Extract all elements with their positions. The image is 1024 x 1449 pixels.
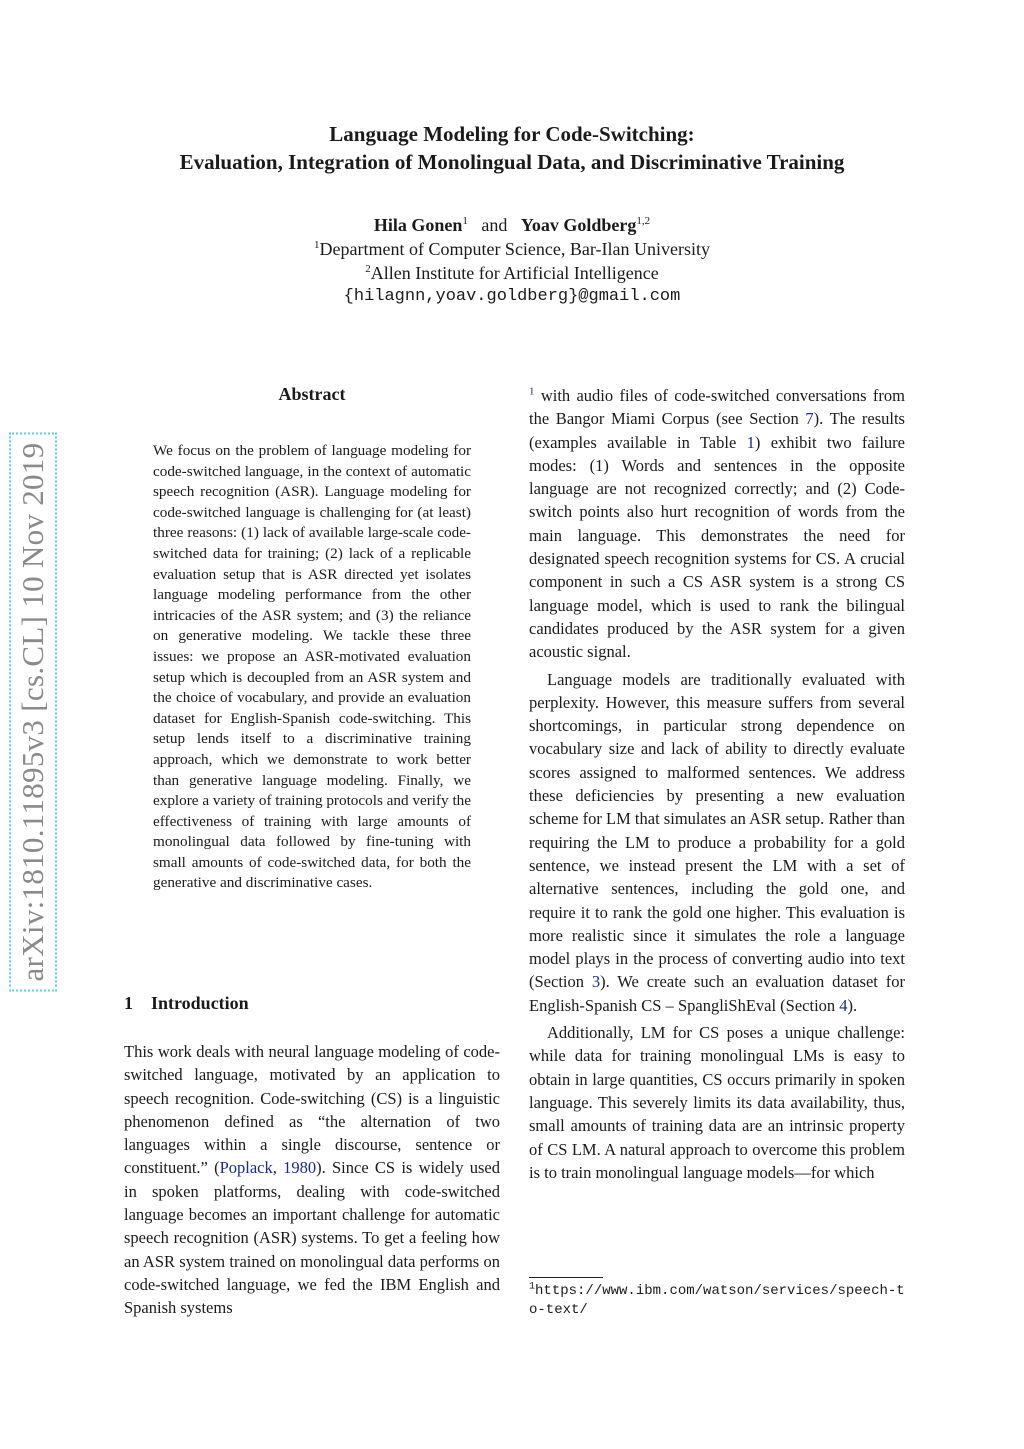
text-run: , bbox=[272, 1158, 284, 1178]
text-run: ). bbox=[847, 995, 858, 1015]
paper-title bbox=[0, 120, 1024, 176]
abstract-text: We focus on the problem of language modeling for code-switched language, in the context of automatic speech recognition (ASR). Language modeling for code-switched language is challenging for (at least) three reasons: (1) lack of available large-scale code-switched data for training; (2) lack of a replicable evaluation setup that is ASR directed yet isolates language modeling performance from the other intricacies of the ASR system; and (3) the reliance on generative modeling. We tackle these three issues: we propose an ASR-motivated evaluation setup which is decoupled from an ASR system and the choice of vocabulary, and provide an evaluation dataset for English-Spanish code-switching. This setup lends itself to a discriminative training approach, which we demonstrate to work better than generative language modeling. Finally, we explore a variety of training protocols and verify the effectiveness of training with large amounts of monolingual data followed by fine-tuning with small amounts of code-switched data, for both the generative and discriminative cases. bbox=[153, 442, 471, 892]
text-run: with audio files of code-switched conversations from the Bangor Miami Corpus (see Section bbox=[529, 386, 905, 429]
author-2: Yoav Goldberg bbox=[520, 215, 637, 235]
footnote-url[interactable]: https://www.ibm.com/watson/services/speech-to-text/ bbox=[529, 1283, 905, 1318]
footnote-divider bbox=[529, 1277, 603, 1278]
table-ref-1[interactable]: 1 bbox=[746, 432, 755, 452]
arxiv-identifier[interactable]: arXiv:1810.11895v3 [cs.CL] 10 Nov 2019 bbox=[15, 439, 51, 986]
author-1: Hila Gonen bbox=[373, 215, 463, 235]
text-run: Language models are traditionally evaluated with perplexity. However, this measure suffers from several shortcomings, in particular strong dependence on vocabulary size and lack of ability to directly evaluate scores assigned to malformed sentences. We address these deficiencies by presenting a new evaluation scheme for LM that simulates an ASR setup. Rather than requiring the LM to produce a probability for a gold sentence, we instead present the LM with a set of alternative sentences, including the gold one, and require it to rank the gold one higher. This evaluation is more realistic since it simulates the role a language model plays in the process of converting audio into text (Section bbox=[529, 669, 905, 992]
affil-2-text: Allen Institute for Artificial Intelligence bbox=[370, 263, 659, 283]
author-2-affil: 1,2 bbox=[636, 215, 651, 227]
section-ref-3[interactable]: 3 bbox=[591, 972, 601, 992]
citation-year[interactable]: 1980 bbox=[283, 1158, 317, 1178]
arxiv-sidebar bbox=[15, 405, 50, 1020]
intro-paragraph-3: Additionally, LM for CS poses a unique challenge: while data for training monolingual LMs is easy to obtain in large quantities, CS occurs primarily in spoken language. This severely limits its data availability, thus, small amounts of training data are an intrinsic property of CS LM. A natural approach to overcome this problem is to train monolingual language models—for which bbox=[529, 1023, 905, 1182]
affiliation-2 bbox=[0, 261, 1024, 285]
text-run: ) exhibit two failure modes: (1) Words and sentences in the opposite language are not recognized correctly; and (2) Code-switch points also hurt recognition of words from the main language. This demonstrates the need for designated speech recognition systems for CS. A crucial component in such a CS ASR system is a strong CS language model, which is used to rank the bilingual candidates produced by the ASR system for a given acoustic signal. bbox=[529, 432, 905, 662]
section-ref-4[interactable]: 4 bbox=[839, 995, 848, 1015]
intro-paragraph-1-cont bbox=[529, 384, 905, 664]
author-block bbox=[0, 213, 1024, 309]
title-line-2: Evaluation, Integration of Monolingual Data, and Discriminative Training bbox=[179, 150, 845, 174]
abstract-heading: Abstract bbox=[278, 384, 346, 404]
citation-poplack[interactable]: Poplack bbox=[219, 1158, 273, 1178]
section-title: Introduction bbox=[151, 993, 249, 1013]
affil-1-text: Department of Computer Science, Bar-Ilan University bbox=[319, 239, 710, 259]
author-line bbox=[0, 213, 1024, 237]
text-run: This work deals with neural language modeling of code-switched language, motivated by an application to speech recognition. Code-switching (CS) is a linguistic phenomenon defined as “the alternation of two languages within a single discourse, sentence or constituent.” ( bbox=[124, 1042, 500, 1178]
author-and: and bbox=[481, 215, 508, 235]
section-ref-7[interactable]: 7 bbox=[805, 409, 814, 429]
footnote-mark: 1 bbox=[529, 1281, 536, 1293]
intro-right-column bbox=[529, 384, 905, 1184]
author-1-affil: 1 bbox=[462, 215, 468, 227]
text-run: ). We create such an evaluation dataset for English-Spanish CS – SpangliShEval (Section bbox=[529, 972, 905, 1015]
title-line-1: Language Modeling for Code-Switching: bbox=[329, 122, 695, 146]
footnote-ref-1[interactable]: 1 bbox=[529, 385, 535, 398]
section-number: 1 bbox=[124, 993, 133, 1013]
intro-paragraph-2 bbox=[529, 668, 905, 1017]
text-run: ). Since CS is widely used in spoken platforms, dealing with code-switched language becomes an important challenge for automatic speech recognition (ASR) systems. To get a feeling how an ASR system trained on monolingual data performs on code-switched language, we fed the IBM English and Spanish systems bbox=[124, 1158, 500, 1318]
intro-left-column bbox=[124, 1040, 500, 1320]
affiliation-1 bbox=[0, 237, 1024, 261]
text-run: ). The results (examples available in Table bbox=[529, 409, 905, 452]
affil-1-mark: 1 bbox=[313, 239, 320, 251]
affil-2-mark: 2 bbox=[365, 263, 371, 275]
footnote-1 bbox=[529, 1282, 905, 1320]
intro-paragraph-1-start bbox=[124, 1040, 500, 1320]
section-heading-introduction bbox=[124, 993, 249, 1014]
author-email: {hilagnn,yoav.goldberg}@gmail.com bbox=[343, 287, 681, 306]
